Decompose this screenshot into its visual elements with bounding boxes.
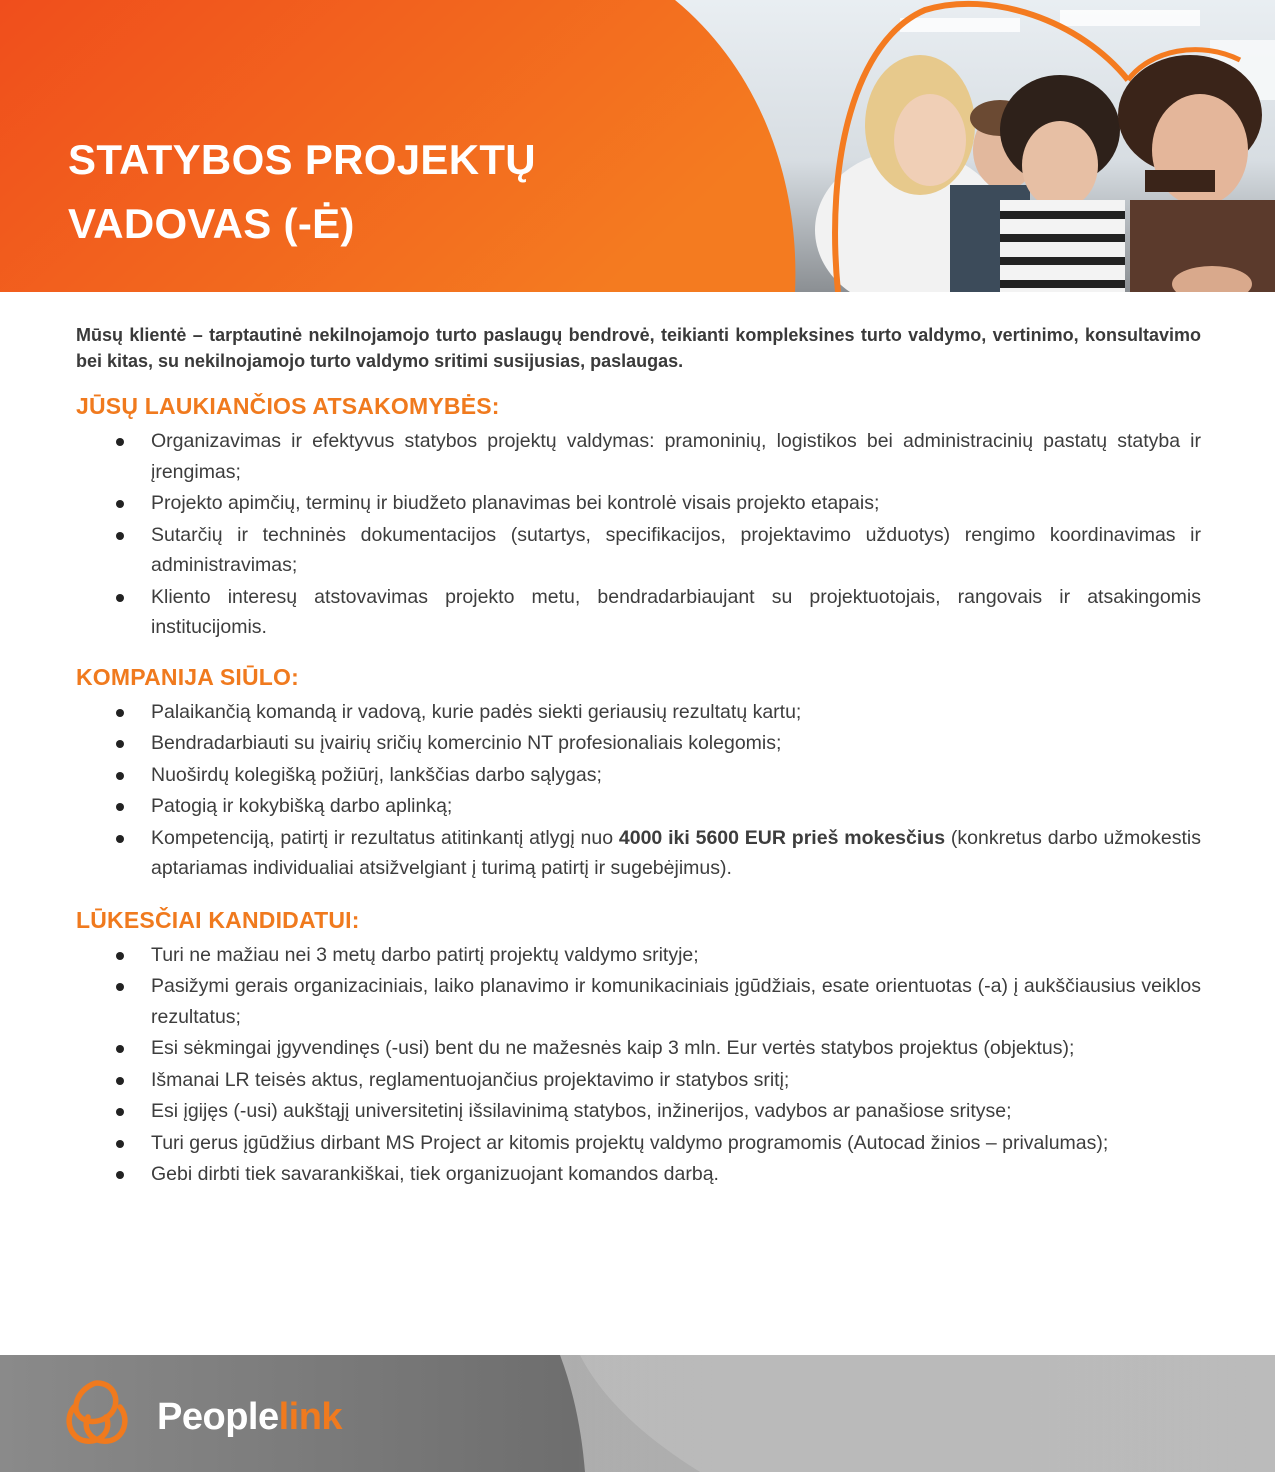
list-item: Projekto apimčių, terminų ir biudžeto planavimas bei kontrolė visais projekto etapais; — [76, 488, 1201, 519]
peoplelink-knot-icon — [62, 1377, 132, 1449]
bullet-icon — [116, 1171, 124, 1179]
bullet-icon — [116, 983, 124, 991]
list-item: Palaikančią komandą ir vadovą, kurie padės siekti geriausių rezultatų kartu; — [76, 697, 1201, 728]
bullet-icon — [116, 772, 124, 780]
bullet-icon — [116, 500, 124, 508]
bullet-icon — [116, 532, 124, 540]
offer-list — [76, 697, 1201, 884]
brand-name-part-1: People — [157, 1396, 279, 1438]
list-item: Bendradarbiauti su įvairių sričių komercinio NT profesionaliais kolegomis; — [76, 728, 1201, 759]
expectations-heading: LŪKESČIAI KANDIDATUI: — [76, 906, 360, 933]
job-title-line-1: STATYBOS PROJEKTŲ — [68, 136, 536, 183]
bullet-icon — [116, 1045, 124, 1053]
list-item: Nuoširdų kolegišką požiūrį, lankščias darbo sąlygas; — [76, 760, 1201, 791]
bullet-icon — [116, 709, 124, 717]
list-item: Pasižymi gerais organizaciniais, laiko planavimo ir komunikaciniais įgūdžiais, esate orientuotas (-a) į aukščiausius veiklos rezultatus; — [76, 971, 1201, 1032]
salary-range: 4000 iki 5600 EUR prieš mokesčius — [618, 826, 946, 849]
bullet-icon — [116, 740, 124, 748]
list-item: Turi gerus įgūdžius dirbant MS Project ar kitomis projektų valdymo programomis (Autocad žinios – privalumas); — [76, 1128, 1201, 1159]
list-item: Išmanai LR teisės aktus, reglamentuojančius projektavimo ir statybos sritį; — [76, 1065, 1201, 1096]
footer — [0, 1355, 1275, 1472]
bullet-icon — [116, 952, 124, 960]
list-item: Patogią ir kokybišką darbo aplinką; — [76, 791, 1201, 822]
list-item: Esi sėkmingai įgyvendinęs (-usi) bent du ne mažesnės kaip 3 mln. Eur vertės statybos projektus (objektus); — [76, 1033, 1201, 1064]
bullet-icon — [116, 1108, 124, 1116]
job-title-line-2: VADOVAS (-Ė) — [68, 200, 355, 247]
offer-heading: KOMPANIJA SIŪLO: — [76, 663, 299, 690]
job-description — [76, 322, 1201, 1190]
list-item: Sutarčių ir techninės dokumentacijos (sutartys, specifikacijos, projektavimo užduotys) rengimo koordinavimas ir administravimas; — [76, 520, 1201, 581]
list-item: Kliento interesų atstovavimas projekto metu, bendradarbiaujant su projektuotojais, rangovais ir atsakingomis institucijomis. — [76, 582, 1201, 643]
team-people-illustration — [815, 55, 1275, 292]
bullet-icon — [116, 594, 124, 602]
brand-name-part-2: link — [278, 1396, 343, 1438]
bullet-icon — [116, 1140, 124, 1148]
expectations-list — [76, 940, 1201, 1190]
list-item: Esi įgijęs (-usi) aukštąjį universitetinį išsilavinimą statybos, inžinerijos, vadybos ar panašiose srityse; — [76, 1096, 1201, 1127]
bullet-icon — [116, 803, 124, 811]
responsibilities-list — [76, 426, 1201, 643]
list-item: Organizavimas ir efektyvus statybos projektų valdymas: pramoninių, logistikos bei administracinių pastatų statyba ir įrengimas; — [76, 426, 1201, 487]
job-title — [68, 128, 536, 256]
list-item: Turi ne mažiau nei 3 metų darbo patirtį projektų valdymo srityje; — [76, 940, 1201, 971]
bullet-icon — [116, 438, 124, 446]
header-banner — [0, 0, 1275, 292]
company-intro: Mūsų klientė – tarptautinė nekilnojamojo turto paslaugų bendrovė, teikianti kompleksines turto valdymo, vertinimo, konsultavimo bei kitas, su nekilnojamojo turto valdymo sritimi susijusias, paslaugas. — [76, 325, 1201, 371]
bullet-icon — [116, 1077, 124, 1085]
list-item: Gebi dirbti tiek savarankiškai, tiek organizuojant komandos darbą. — [76, 1159, 1201, 1190]
bullet-icon — [116, 835, 124, 843]
responsibilities-heading: JŪSŲ LAUKIANČIOS ATSAKOMYBĖS: — [76, 393, 500, 419]
brand-name — [157, 1395, 342, 1439]
salary-list-item: Kompetenciją, patirtį ir rezultatus atitinkantį atlygį nuo 4000 iki 5600 EUR prieš mokesčius (konkretus darbo užmokestis aptariamas individualiai atsižvelgiant į turimą patirtį ir sugebėjimus). — [76, 823, 1201, 884]
